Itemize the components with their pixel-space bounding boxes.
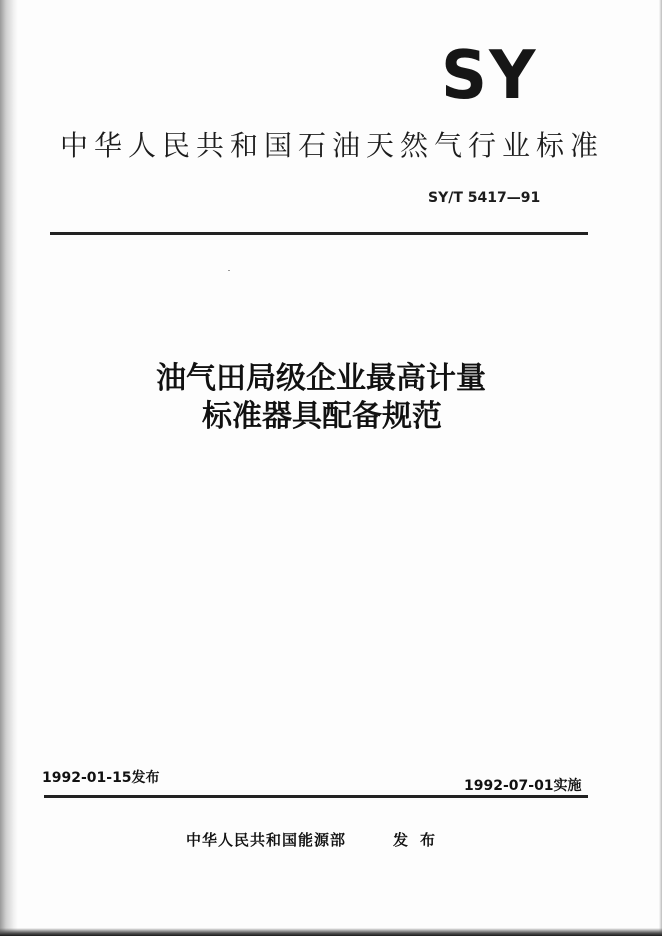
scan-edge-bottom [0, 928, 662, 936]
scan-speck [228, 270, 230, 271]
scan-edge-left [0, 0, 18, 936]
implementation-date: 1992-07-01实施 [464, 778, 582, 794]
top-divider [50, 232, 588, 235]
document-title [0, 360, 662, 436]
industry-standard-title: 中华人民共和国石油天然气行业标准 [60, 129, 605, 162]
issue-date: 1992-01-15发布 [42, 770, 160, 786]
sy-logo: SY [441, 37, 538, 115]
issue-label: 发布 [393, 831, 448, 849]
issuing-authority: 中华人民共和国能源部 [186, 831, 347, 849]
document-title-line-1: 油气田局级企业最高计量 [156, 361, 486, 396]
bottom-divider [44, 795, 588, 798]
document-title-line-2: 标准器具配备规范 [202, 399, 442, 434]
standard-code: SY/T 5417—91 [428, 190, 541, 206]
